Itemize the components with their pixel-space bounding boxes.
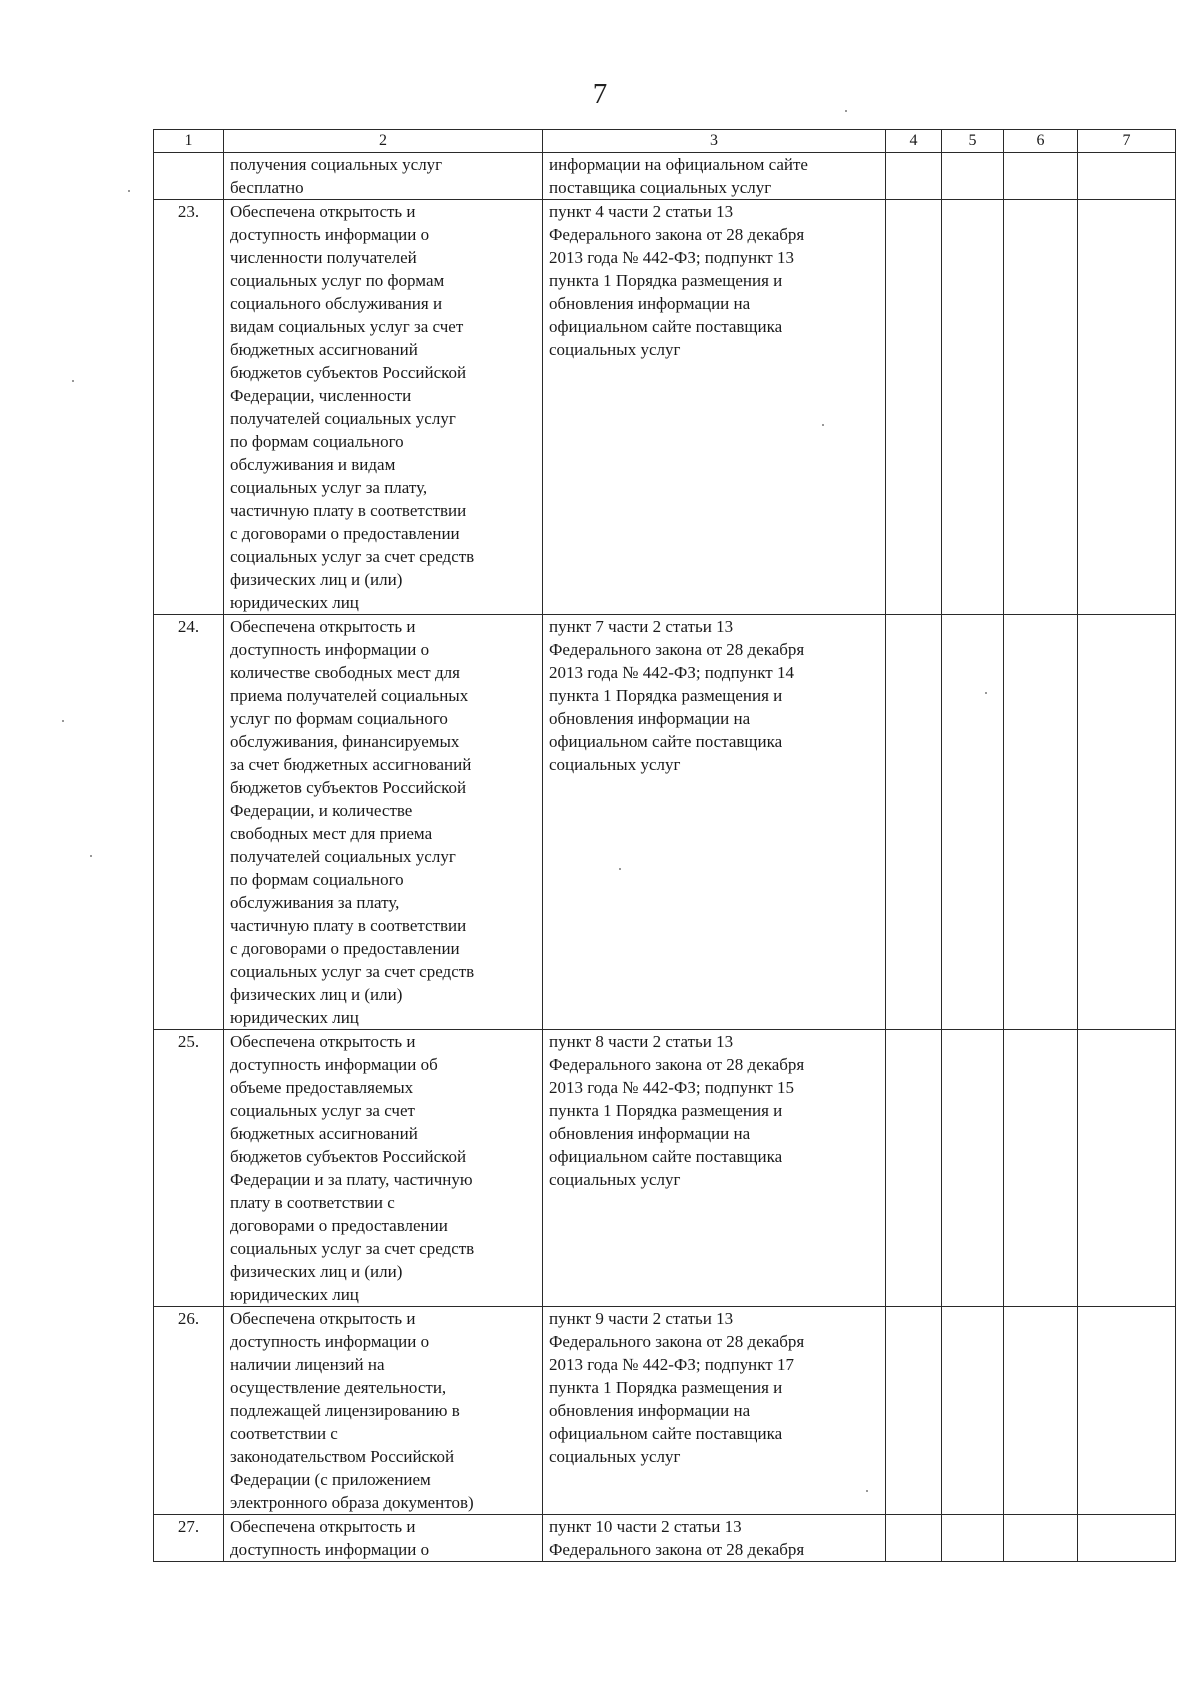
row-number: 23. — [154, 200, 224, 615]
cell-col-6 — [1004, 615, 1078, 1030]
cell-col-4 — [886, 200, 942, 615]
cell-col-4 — [886, 153, 942, 200]
requirement-description: Обеспечена открытость и доступность информации об объеме предоставляемых социальных услуг за счет бюджетных ассигнований бюджетов субъектов Российской Федерации и за плату, частичную плату в соответствии с договорами о предоставлении социальных услуг за счет средств физических лиц и (или) юридических лиц — [224, 1030, 543, 1307]
cell-col-5 — [942, 153, 1004, 200]
scan-speck — [845, 110, 847, 112]
cell-col-6 — [1004, 153, 1078, 200]
legal-basis: пункт 4 части 2 статьи 13 Федерального закона от 28 декабря 2013 года № 442-ФЗ; подпункт 13 пункта 1 Порядка размещения и обновления информации на официальном сайте поставщика социальных услуг — [543, 200, 886, 615]
cell-col-5 — [942, 1307, 1004, 1515]
scan-speck — [619, 868, 621, 870]
scan-speck — [90, 855, 92, 857]
row-number — [154, 153, 224, 200]
page-number: 7 — [592, 78, 608, 110]
legal-basis: пункт 9 части 2 статьи 13 Федерального закона от 28 декабря 2013 года № 442-ФЗ; подпункт 17 пункта 1 Порядка размещения и обновления информации на официальном сайте поставщика социальных услуг — [543, 1307, 886, 1515]
row-number: 24. — [154, 615, 224, 1030]
scan-speck — [128, 190, 130, 192]
column-header-7: 7 — [1078, 130, 1176, 153]
table-row — [154, 1515, 1176, 1562]
cell-col-4 — [886, 1515, 942, 1562]
cell-col-6 — [1004, 1515, 1078, 1562]
requirement-description: Обеспечена открытость и доступность информации о количестве свободных мест для приема получателей социальных услуг по формам социального обслуживания, финансируемых за счет бюджетных ассигнований бюджетов субъектов Российской Федерации, и количестве свободных мест для приема получателей социальных услуг по формам социального обслуживания за плату, частичную плату в соответствии с договорами о предоставлении социальных услуг за счет средств физических лиц и (или) юридических лиц — [224, 615, 543, 1030]
header-row — [154, 130, 1176, 153]
cell-col-5 — [942, 1515, 1004, 1562]
table-row — [154, 1307, 1176, 1515]
cell-col-6 — [1004, 1030, 1078, 1307]
column-header-1: 1 — [154, 130, 224, 153]
table-row — [154, 200, 1176, 615]
legal-basis: пункт 8 части 2 статьи 13 Федерального закона от 28 декабря 2013 года № 442-ФЗ; подпункт 15 пункта 1 Порядка размещения и обновления информации на официальном сайте поставщика социальных услуг — [543, 1030, 886, 1307]
scan-speck — [62, 720, 64, 722]
cell-col-7 — [1078, 153, 1176, 200]
cell-col-6 — [1004, 200, 1078, 615]
requirement-description: Обеспечена открытость и доступность информации о — [224, 1515, 543, 1562]
requirements-table — [153, 129, 1176, 1562]
scan-speck — [822, 424, 824, 426]
cell-col-4 — [886, 1307, 942, 1515]
scan-speck — [866, 1490, 868, 1492]
column-header-5: 5 — [942, 130, 1004, 153]
column-header-6: 6 — [1004, 130, 1078, 153]
legal-basis: пункт 10 части 2 статьи 13 Федерального закона от 28 декабря — [543, 1515, 886, 1562]
column-header-2: 2 — [224, 130, 543, 153]
cell-col-7 — [1078, 200, 1176, 615]
row-number: 27. — [154, 1515, 224, 1562]
table-row — [154, 615, 1176, 1030]
cell-col-5 — [942, 1030, 1004, 1307]
legal-basis: пункт 7 части 2 статьи 13 Федерального закона от 28 декабря 2013 года № 442-ФЗ; подпункт 14 пункта 1 Порядка размещения и обновления информации на официальном сайте поставщика социальных услуг — [543, 615, 886, 1030]
row-number: 25. — [154, 1030, 224, 1307]
table-header — [154, 130, 1176, 153]
requirement-description: получения социальных услуг бесплатно — [224, 153, 543, 200]
cell-col-5 — [942, 200, 1004, 615]
cell-col-6 — [1004, 1307, 1078, 1515]
cell-col-7 — [1078, 615, 1176, 1030]
scan-speck — [985, 692, 987, 694]
table-row — [154, 153, 1176, 200]
row-number: 26. — [154, 1307, 224, 1515]
column-header-3: 3 — [543, 130, 886, 153]
cell-col-7 — [1078, 1515, 1176, 1562]
cell-col-7 — [1078, 1030, 1176, 1307]
scan-speck — [72, 380, 74, 382]
cell-col-5 — [942, 615, 1004, 1030]
cell-col-7 — [1078, 1307, 1176, 1515]
requirement-description: Обеспечена открытость и доступность информации о наличии лицензий на осуществление деятельности, подлежащей лицензированию в соответствии с законодательством Российской Федерации (с приложением электронного образа документов) — [224, 1307, 543, 1515]
cell-col-4 — [886, 1030, 942, 1307]
table-body — [154, 153, 1176, 1562]
column-header-4: 4 — [886, 130, 942, 153]
legal-basis: информации на официальном сайте поставщика социальных услуг — [543, 153, 886, 200]
cell-col-4 — [886, 615, 942, 1030]
requirement-description: Обеспечена открытость и доступность информации о численности получателей социальных услуг по формам социального обслуживания и видам социальных услуг за счет бюджетных ассигнований бюджетов субъектов Российской Федерации, численности получателей социальных услуг по формам социального обслуживания и видам социальных услуг за плату, частичную плату в соответствии с договорами о предоставлении социальных услуг за счет средств физических лиц и (или) юридических лиц — [224, 200, 543, 615]
table-row — [154, 1030, 1176, 1307]
